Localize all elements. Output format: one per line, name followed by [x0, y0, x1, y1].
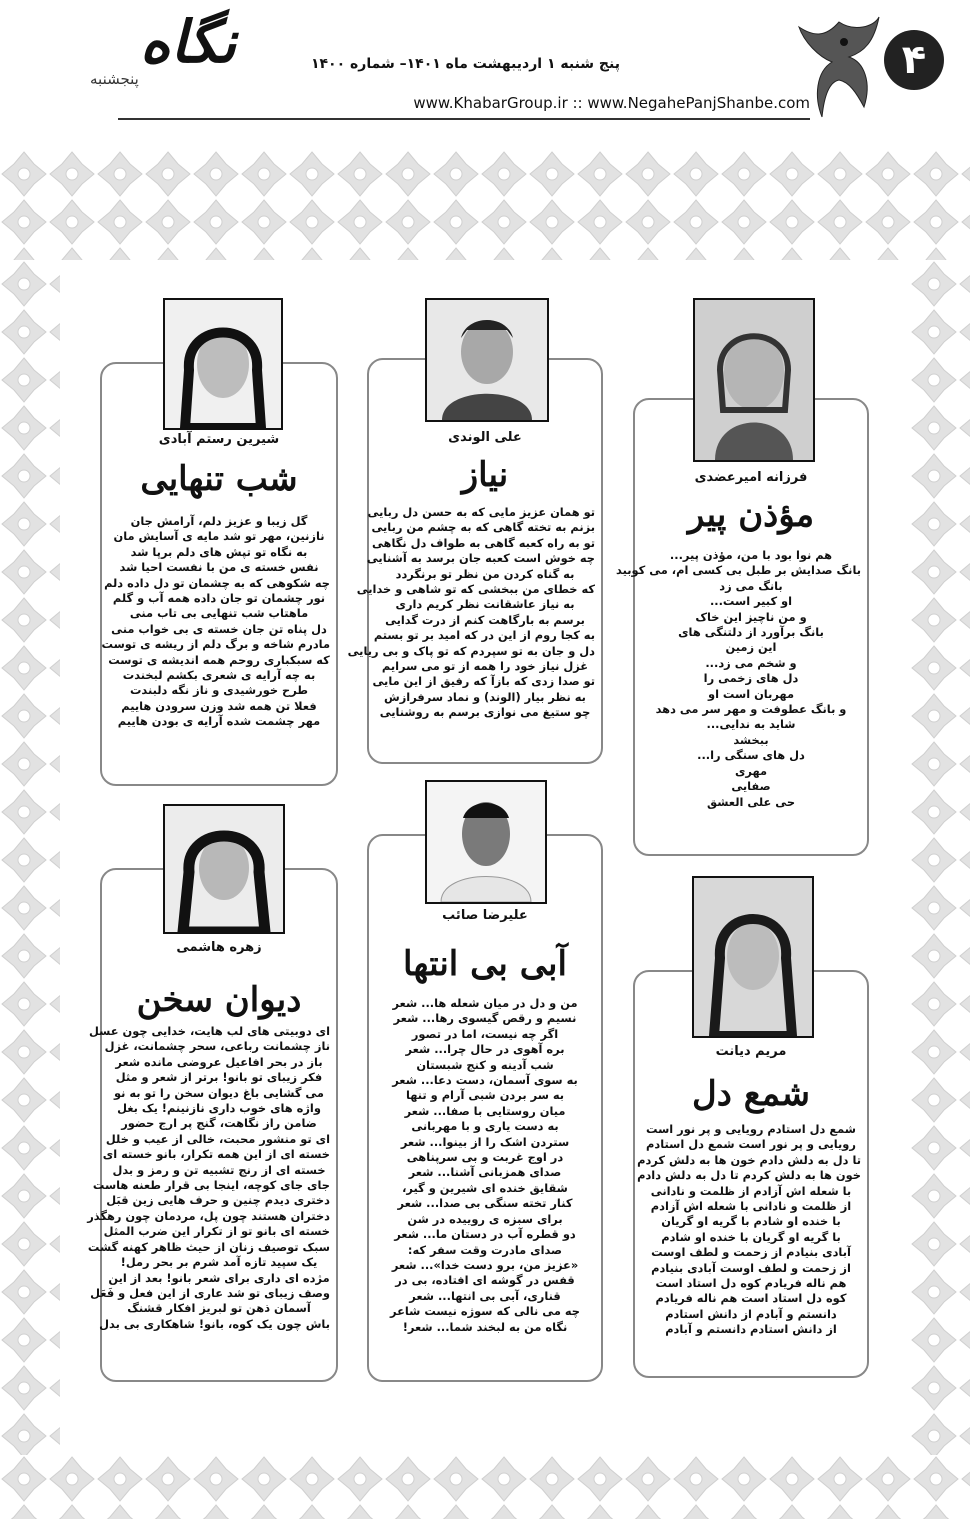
- poem-line: مژده ای داری برای شعر بانو! بعد از این: [108, 1270, 330, 1285]
- poem-line: ای دوبیتی های لب هایت، خدایی چون عسل: [88, 1024, 330, 1038]
- logo-subtitle: پنجشنبه: [90, 70, 139, 88]
- author-name: زهره هاشمی: [176, 940, 262, 955]
- poem-body: [347, 505, 595, 721]
- portrait-icon: [694, 878, 812, 1036]
- poem-line: چه خوش است کعبه جان برسد به آشنایی: [366, 551, 595, 566]
- author-name: فرزانه امیرعضدی: [694, 470, 808, 485]
- poem-line: میان روستایی با صفا... شعر: [404, 1103, 566, 1118]
- poem-line: دل های زخمی را: [703, 671, 799, 686]
- poem-line: رویایی و پر نور است شمع دل استادم: [646, 1137, 856, 1152]
- author-name: شیرین رستم آبادی: [158, 432, 280, 447]
- poem-title: مؤذن پیر: [687, 495, 815, 535]
- poem-line: تو همان عزیز مایی که به حسن دل ربایی: [367, 505, 595, 519]
- poem-line: فعلا تن همه شد وزن سرودن هاییم: [121, 698, 317, 713]
- poem-line: او کبیر است...: [709, 594, 793, 609]
- poem-line: نازنین، مهر تو شد مایه ی آسایش مان: [113, 529, 325, 544]
- portrait-icon: [427, 300, 547, 420]
- poem-line: دانستم و آبادم از دانش استادم: [665, 1306, 837, 1321]
- poem-card: [87, 868, 338, 1382]
- poem-line: قفس در گوشه ای افتاده، بی در: [395, 1273, 575, 1288]
- poem-line: شقایق خنده ای شیرین و گیر،: [402, 1180, 568, 1195]
- poem-line: باش چون یک کوه، بانو! شاهکاری بی بدل: [99, 1316, 330, 1331]
- poem-line: سبک توصیف زنان از حیث ظاهر کهنه گشت: [87, 1239, 330, 1254]
- poem-line: با گریه او گریان با خنده او شادم: [661, 1229, 841, 1244]
- poem-line: نسیم و رقص گیسوی رها... شعر: [393, 1011, 577, 1026]
- poem-line: هم ناله فریادم کوه دل استاد است: [655, 1276, 847, 1291]
- poem-line: «عزیز من، برو دست خدا»... شعر: [391, 1257, 579, 1272]
- portrait-icon: [165, 806, 283, 932]
- poem-line: کوه دل استاد است هم ناله فریادم: [655, 1291, 847, 1306]
- poem-line: خون ها به دلش کردم تا دل به دلش دادم: [637, 1168, 861, 1183]
- poem-line: مهری: [734, 763, 768, 778]
- poem-line: نگاه من به لبخند شما... شعر!: [402, 1319, 568, 1334]
- poem-line: ضامن راز نگاهت، گنج پر ارج حضور: [121, 1116, 317, 1131]
- poem-line: و بانگ عطوفت و مهر سر می دهد: [655, 702, 847, 717]
- ornament-border-right: [910, 260, 970, 1460]
- poem-title: شب تنهایی: [140, 459, 298, 499]
- poem-line: طرح خورشیدی و ناز نگه دلبندت: [129, 683, 309, 698]
- poem-line: بره آهوی در حال چرا... شعر: [405, 1042, 565, 1057]
- poem-line: کنار تخته سنگی بی صدا... شعر: [397, 1196, 573, 1211]
- poem-line: نور چشمان تو جان داده همه آب و گلم: [112, 591, 326, 606]
- poem-line: شب آدینه و کنج شبستان: [416, 1057, 554, 1072]
- poem-line: مهربان است او: [707, 686, 794, 701]
- poem-line: باز در بحر افاعیل عروضی مانده شعر: [115, 1054, 323, 1069]
- poem-line: حی علی العشق: [706, 794, 796, 809]
- poem-line: به دست یاری و با مهربانی: [411, 1119, 559, 1134]
- poem-line: ای تو منشور محبت، خالی از عیب و خلل: [105, 1131, 330, 1146]
- dateline: پنج شنبه ۱ اردیبهشت ماه ۱۴۰۱– شماره ۱۴۰۰: [310, 56, 620, 72]
- poem-line: به چه آرایه ی شعری بکشم لبخندت: [122, 668, 316, 683]
- poem-line: جای جای کوچه، اینجا بی قرار طعنه هاست: [92, 1178, 330, 1193]
- author-photo: [425, 298, 549, 422]
- poem-line: ماهتاب شب تنهایی بی تاب منی: [129, 606, 309, 621]
- poem-line: به سوی آسمان، دست دعا... شعر: [392, 1073, 578, 1088]
- poem-line: گل زیبا و عزیز دلم، آرامش جان: [130, 514, 308, 528]
- poem-line: این زمین: [725, 640, 777, 655]
- poem-line: چه شکوهی که به چشمان تو دل داده دلم: [104, 575, 330, 590]
- poem-line: شمع دل استادم رویایی و پر نور است: [646, 1122, 856, 1136]
- poem-title: شمع دل: [692, 1074, 810, 1114]
- portrait-icon: [427, 782, 545, 902]
- poem-line: تو به راه کعبه گاهی به طواف دل نگاهی: [372, 535, 595, 550]
- author-photo: [425, 780, 547, 904]
- poem-line: دختری دیدم چنین و حرف هایی زین قبَل: [106, 1193, 330, 1208]
- poem-line: آسمان ذهن تو لبریز افکار قشنگ: [127, 1301, 311, 1316]
- poem-line: به سر بردن شبی آرام و تنها: [405, 1088, 565, 1103]
- poem-line: من و دل در میان شعله ها... شعر: [392, 996, 578, 1010]
- poem-line: که سبکباری روحم همه اندیشه ی توست: [108, 652, 330, 667]
- poem-line: به نظر بیار (الوند) و نماد سرفرازش: [384, 689, 586, 704]
- poem-line: خسته ای از این همه تکرار، بانو خسته ای: [102, 1147, 330, 1162]
- author-photo: [163, 804, 285, 934]
- poem-title: دیوان سخن: [136, 980, 302, 1020]
- poem-line: وصف زیبای تو شد عاری از این فعل و فَعَل: [90, 1285, 330, 1300]
- page-number: ۴: [884, 30, 944, 90]
- poem-line: دختران هستند چون پل، مردمان چون رهگذر: [87, 1208, 330, 1223]
- author-photo: [693, 298, 815, 462]
- poem-line: خسته ای از رنج تشبیه تن و رمز و بدل: [112, 1162, 326, 1177]
- poem-line: هم نوا بود با من، مؤذن پیر...: [669, 548, 833, 562]
- website-links[interactable]: www.KhabarGroup.ir :: www.NegahePanjShanbe.com: [413, 94, 810, 112]
- poem-line: خسته ای بانو تو از تکرار این ضرب المثل: [103, 1224, 330, 1239]
- poem-line: بانگ برآورد از دلتنگی های: [678, 625, 824, 640]
- poem-body: [637, 1122, 861, 1338]
- poem-line: برسم به بارگاهت کنم از درت گدایی: [385, 612, 585, 627]
- poem-line: بانگ می زد: [719, 578, 783, 593]
- poem-line: تو صدا زدی که بازآ که رفیق از این مایی: [372, 674, 595, 689]
- poem-title: آبی بی انتها: [403, 944, 567, 984]
- author-photo: [692, 876, 814, 1038]
- poem-line: و شخم می زد...: [705, 655, 797, 670]
- poem-line: بزنم به تخته گاهی که به چشم من ربایی: [371, 520, 595, 535]
- poem-line: مادرم شاخه و برگ دلم از ریشه ی توست: [101, 637, 330, 652]
- poem-card: [616, 398, 869, 856]
- portrait-icon: [695, 300, 813, 460]
- poem-line: چه می نالی که سوژه نیست شاعر: [390, 1304, 580, 1319]
- poem-line: از زحمت و لطف اوست آبادی بنیادم: [651, 1260, 851, 1275]
- poem-card: [367, 834, 603, 1382]
- poem-line: به گناه کردن من نظر تو برنگردد: [395, 566, 575, 581]
- poem-line: به نیاز عاشقانت نظر کریم داری: [395, 597, 575, 612]
- poem-title: نیاز: [461, 455, 509, 495]
- poem-line: در اوج غربت و بی سرپناهی: [406, 1150, 564, 1165]
- poem-line: از دانش استادم دانستم و آبادم: [665, 1322, 837, 1337]
- poem-line: قناری، آبی بی انتها... شعر: [409, 1288, 561, 1303]
- poem-line: تا دل به دلش دادم خون ها به دلش کردم: [637, 1152, 861, 1167]
- author-name: مریم دیانت: [715, 1044, 787, 1059]
- poem-line: دل و جان به تو سپردم که تو پاک و بی ریایی: [347, 643, 595, 658]
- ornament-border-top: [0, 150, 970, 260]
- poem-line: که خطای من ببخشی که تو شاهی و خدایی: [356, 582, 595, 597]
- poem-line: و من ناچیز این خاک: [695, 609, 807, 624]
- poem-line: شاید به ندایی...: [706, 717, 796, 732]
- poem-line: دل های سنگی را...: [697, 748, 805, 763]
- poem-line: به نگاه تو تپش های دلم برپا شد: [130, 544, 308, 559]
- poem-line: ببخشد: [733, 732, 769, 747]
- poem-line: اگر چه نیست، اما در تصور: [411, 1026, 559, 1041]
- masthead: [0, 0, 970, 130]
- poem-line: از ظلمت و نادانی با شعله اش آزادم: [650, 1199, 852, 1214]
- poem-line: برای سبزه ی روییده در شن: [407, 1211, 563, 1226]
- poem-line: با خنده او شادم با گریه او گریان: [661, 1214, 841, 1229]
- poem-line: آبادی بنیادم از زحمت و لطف اوست: [651, 1245, 851, 1260]
- poem-line: فکر زیبای تو بانو! برتر از شعر و مثل: [115, 1070, 323, 1085]
- ornament-border-left: [0, 260, 60, 1460]
- ornament-border-bottom: [0, 1455, 970, 1519]
- author-photo: [163, 298, 283, 430]
- poem-body: [616, 548, 861, 810]
- poem-body: [87, 1024, 330, 1332]
- poem-line: می گشایی باغ دیوان سخن را تو به نو: [114, 1085, 324, 1100]
- header-rule: [118, 118, 810, 120]
- page-badge: [812, 8, 962, 123]
- poem-line: چو ستیغ می نوازی برسم به روشنایی: [379, 705, 591, 720]
- poem-line: بانگ صدایش بر طبل بی کسی ام، می کوبید: [616, 563, 861, 578]
- author-name: علی الوندی: [448, 430, 522, 445]
- poem-body: [101, 514, 330, 730]
- poem-line: ستردن اشک را از بینوا... شعر: [400, 1134, 570, 1149]
- poem-body: [375, 996, 595, 1335]
- portrait-icon: [165, 300, 281, 428]
- poem-line: با شعله اش آزادم از ظلمت و نادانی: [650, 1183, 852, 1198]
- poem-line: صفایی: [731, 779, 771, 794]
- poem-line: دو قطره آب در دستان ما... شعر: [394, 1227, 576, 1242]
- poem-line: واژه های خوب داری نازنینم! یک بغل: [117, 1101, 321, 1116]
- poem-line: صدای مادرت وقت سفر که:: [407, 1242, 563, 1257]
- poem-line: ناز چشمانت رباعی، سحر چشمانت، غزل: [104, 1039, 330, 1054]
- author-name: علیرضا صائب: [442, 908, 528, 923]
- poem-line: نفس خسته ی من با نفست احیا شد: [119, 560, 319, 575]
- poem-line: یک سپید تازه آمد شرم بر بحر رمل!: [120, 1255, 318, 1270]
- poem-line: صدای همزبانی آشنا... شعر: [408, 1165, 562, 1180]
- poem-line: دل پناه تن جان خسته ی بی خواب منی: [111, 621, 327, 636]
- poem-line: به کجا روم از این در که امید بر تو بستم: [373, 628, 595, 643]
- poem-line: غزل نیاز خود را همه از تو می سرایم: [381, 659, 589, 674]
- poem-line: مهر چشمت شده آرایه ی بودن هاییم: [117, 714, 321, 729]
- logo-title: نگاه: [140, 8, 237, 76]
